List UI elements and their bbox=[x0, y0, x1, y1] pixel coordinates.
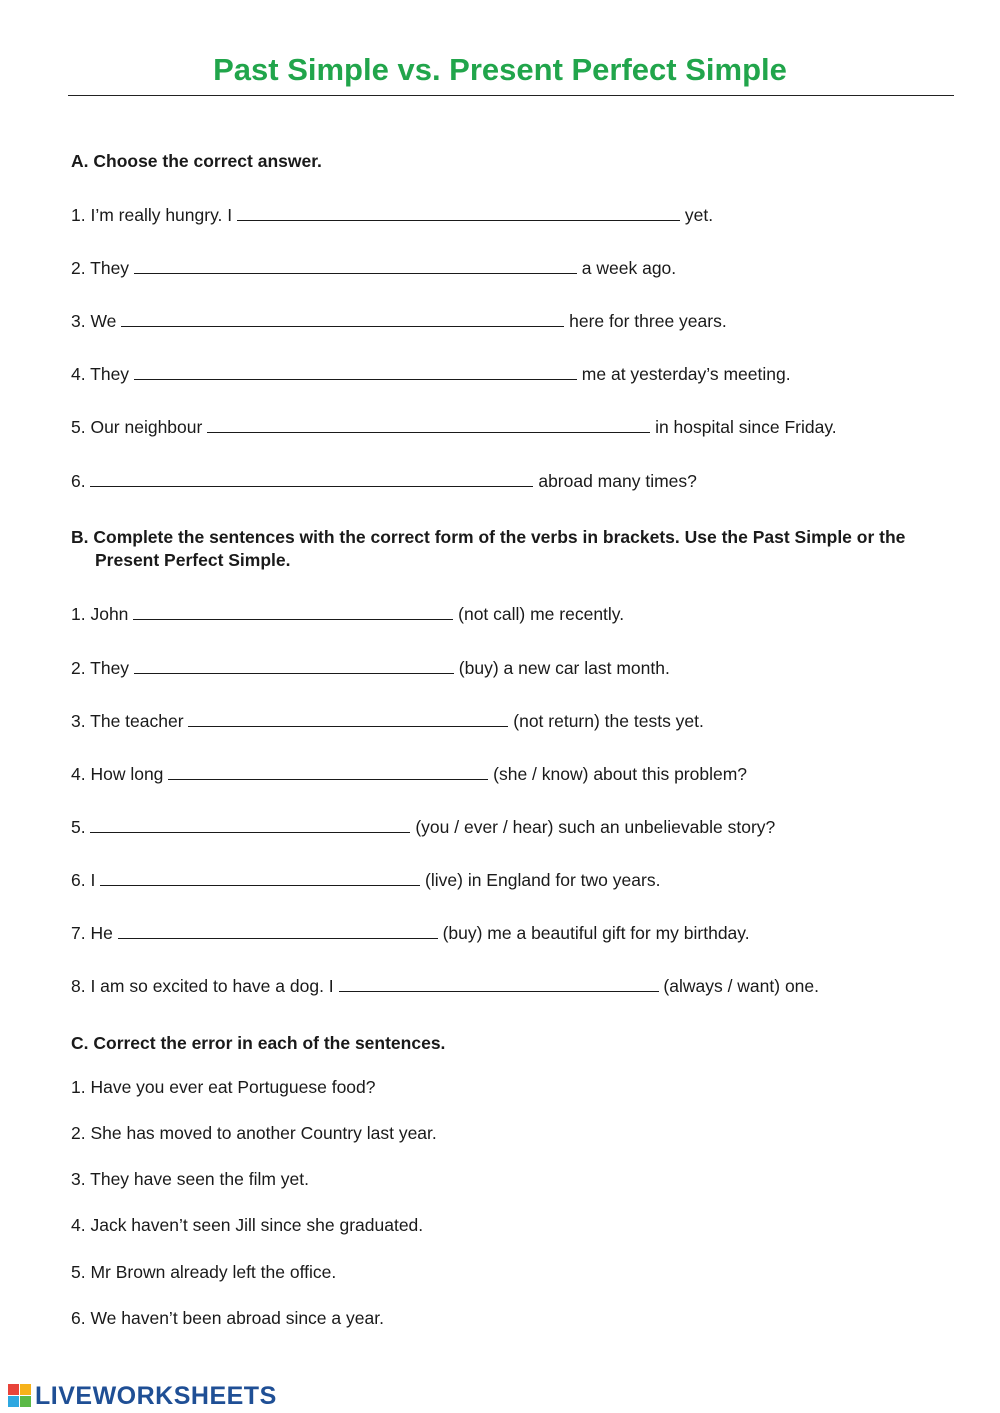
question-a3: 3. We here for three years. bbox=[71, 311, 727, 331]
answer-blank-a1[interactable] bbox=[237, 204, 680, 221]
question-b2: 2. They (buy) a new car last month. bbox=[71, 658, 670, 678]
answer-blank-b8[interactable] bbox=[339, 975, 659, 992]
answer-blank-b3[interactable] bbox=[188, 710, 508, 727]
section-b-heading: B. Complete the sentences with the correct form of the verbs in brackets. Use the Past Simple or the Present Perfect Simple. bbox=[71, 527, 906, 570]
question-b7: 7. He (buy) me a beautiful gift for my birthday. bbox=[71, 923, 750, 943]
answer-blank-a4[interactable] bbox=[134, 363, 577, 380]
answer-blank-b4[interactable] bbox=[168, 763, 488, 780]
sentence-c5: 5. Mr Brown already left the office. bbox=[71, 1262, 337, 1282]
sentence-c1: 1. Have you ever eat Portuguese food? bbox=[71, 1077, 376, 1097]
question-b4: 4. How long (she / know) about this problem? bbox=[71, 764, 748, 784]
sentence-c3: 3. They have seen the film yet. bbox=[71, 1169, 310, 1189]
answer-blank-a2[interactable] bbox=[134, 257, 577, 274]
question-b6: 6. I (live) in England for two years. bbox=[71, 870, 661, 890]
answer-blank-a3[interactable] bbox=[121, 310, 564, 327]
question-b1: 1. John (not call) me recently. bbox=[71, 604, 625, 624]
question-a5: 5. Our neighbour in hospital since Friday. bbox=[71, 417, 837, 437]
brand-name: LIVEWORKSHEETS bbox=[35, 1381, 277, 1410]
question-b8: 8. I am so excited to have a dog. I (always / want) one. bbox=[71, 976, 820, 996]
question-a1: 1. I’m really hungry. I yet. bbox=[71, 205, 714, 225]
colored-blocks-logo-icon bbox=[8, 1384, 32, 1408]
question-b3: 3. The teacher (not return) the tests yet. bbox=[71, 711, 704, 731]
answer-blank-b2[interactable] bbox=[134, 657, 454, 674]
liveworksheets-logo[interactable] bbox=[8, 1382, 277, 1410]
question-a6: 6. abroad many times? bbox=[71, 471, 697, 491]
question-a4: 4. They me at yesterday’s meeting. bbox=[71, 364, 791, 384]
section-a-heading: A. Choose the correct answer. bbox=[71, 151, 322, 171]
page-title: Past Simple vs. Present Perfect Simple bbox=[213, 52, 787, 87]
answer-blank-b1[interactable] bbox=[133, 603, 453, 620]
answer-blank-b7[interactable] bbox=[118, 922, 438, 939]
answer-blank-a5[interactable] bbox=[207, 416, 650, 433]
answer-blank-b5[interactable] bbox=[90, 816, 410, 833]
sentence-c6: 6. We haven’t been abroad since a year. bbox=[71, 1308, 384, 1328]
question-b5: 5. (you / ever / hear) such an unbelievable story? bbox=[71, 817, 776, 837]
answer-blank-b6[interactable] bbox=[100, 869, 420, 886]
sentence-c2: 2. She has moved to another Country last year. bbox=[71, 1123, 437, 1143]
sentence-c4: 4. Jack haven’t seen Jill since she graduated. bbox=[71, 1215, 424, 1235]
section-c-heading: C. Correct the error in each of the sentences. bbox=[71, 1033, 446, 1053]
answer-blank-a6[interactable] bbox=[90, 470, 533, 487]
question-a2: 2. They a week ago. bbox=[71, 258, 677, 278]
title-divider bbox=[68, 95, 954, 96]
